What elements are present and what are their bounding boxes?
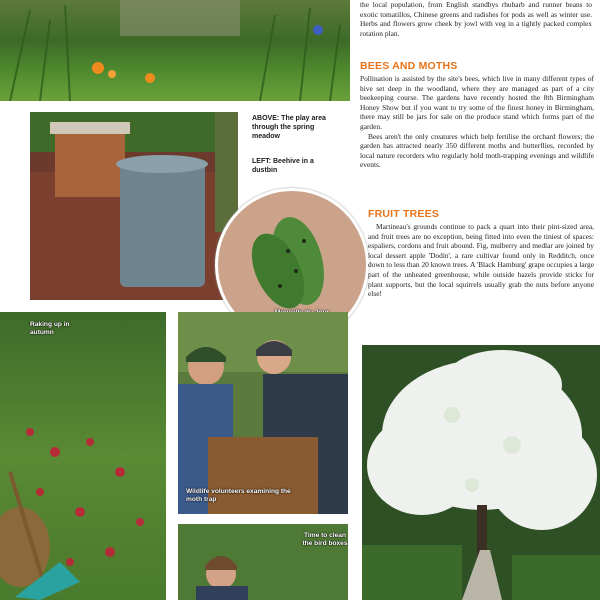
caption-above-text: ABOVE: The play area through the spring meadow — [252, 115, 326, 140]
caption-left — [252, 157, 332, 175]
intro-paragraph — [360, 0, 592, 38]
caption-volunteers-text: Wildlife volunteers examining the moth trap — [186, 488, 291, 503]
photo-volunteers-moth-trap — [178, 312, 348, 514]
fruit-body — [368, 222, 594, 299]
caption-volunteers — [186, 488, 296, 504]
caption-above — [252, 114, 332, 141]
heading-bees-and-moths: BEES AND MOTHS — [360, 60, 458, 72]
heading-fruit-trees: FRUIT TREES — [368, 208, 440, 220]
caption-left-text: LEFT: Beehive in a dustbin — [252, 158, 314, 174]
intro-text: the local population, from English standbys rhubarb and runner beans to exotic tomatillos, Chinese greens and radishes for pods as well as winter use. Herbs and flowers grow cheek by jowl with veg in a tightly packed complex rotation plan. — [360, 0, 592, 38]
photo-beehive-dustbin — [30, 112, 238, 300]
bees-paragraph-1: Pollination is assisted by the site's bees, which live in many different types of hive set deep in the woodland, where they are managed as part of a city beekeeping course. The gardens have recently hosted the 8th Birmingham Honey Show but if you want to try some of the finest honey in Birmingham, there may still be jars for sale on the produce stand which forms part of the garden. — [360, 74, 594, 131]
caption-raking — [30, 321, 80, 337]
photo-bird-boxes — [178, 524, 348, 600]
photo-spring-meadow — [0, 0, 350, 101]
caption-bird-boxes-text: Time to clean the bird boxes — [302, 532, 348, 547]
photo-blossom-tree — [362, 345, 600, 600]
caption-raking-text: Raking up in autumn — [30, 321, 70, 336]
bees-body — [360, 74, 594, 170]
fruit-paragraph: Martineau's grounds continue to pack a quart into their pint-sized area, and fruit trees are no exception, being fitted into even the tiniest of spaces: espaliers, cordons and fruit abound. Fig, mulberry and medlar are joined by local dessert apple 'Dodin', a rare cultivar found only in Redditch, once down to less than 20 known trees. A 'Black Hamburg' grape occupies a large part of the unheated greenhouse, while outside hazels provide sticks for plant supports, but the local squirrels usually grab the nuts before anyone else! — [368, 222, 594, 299]
photo-raking-autumn — [0, 312, 166, 600]
caption-bird-boxes — [302, 532, 348, 548]
bees-paragraph-2: Bees aren't the only creatures which help fertilise the orchard flowers; the garden has attracted nearly 350 different moths and butterflies, recorded by local nature recorders who regularly hold moth-trapping evenings and wildlife events. — [360, 131, 594, 170]
